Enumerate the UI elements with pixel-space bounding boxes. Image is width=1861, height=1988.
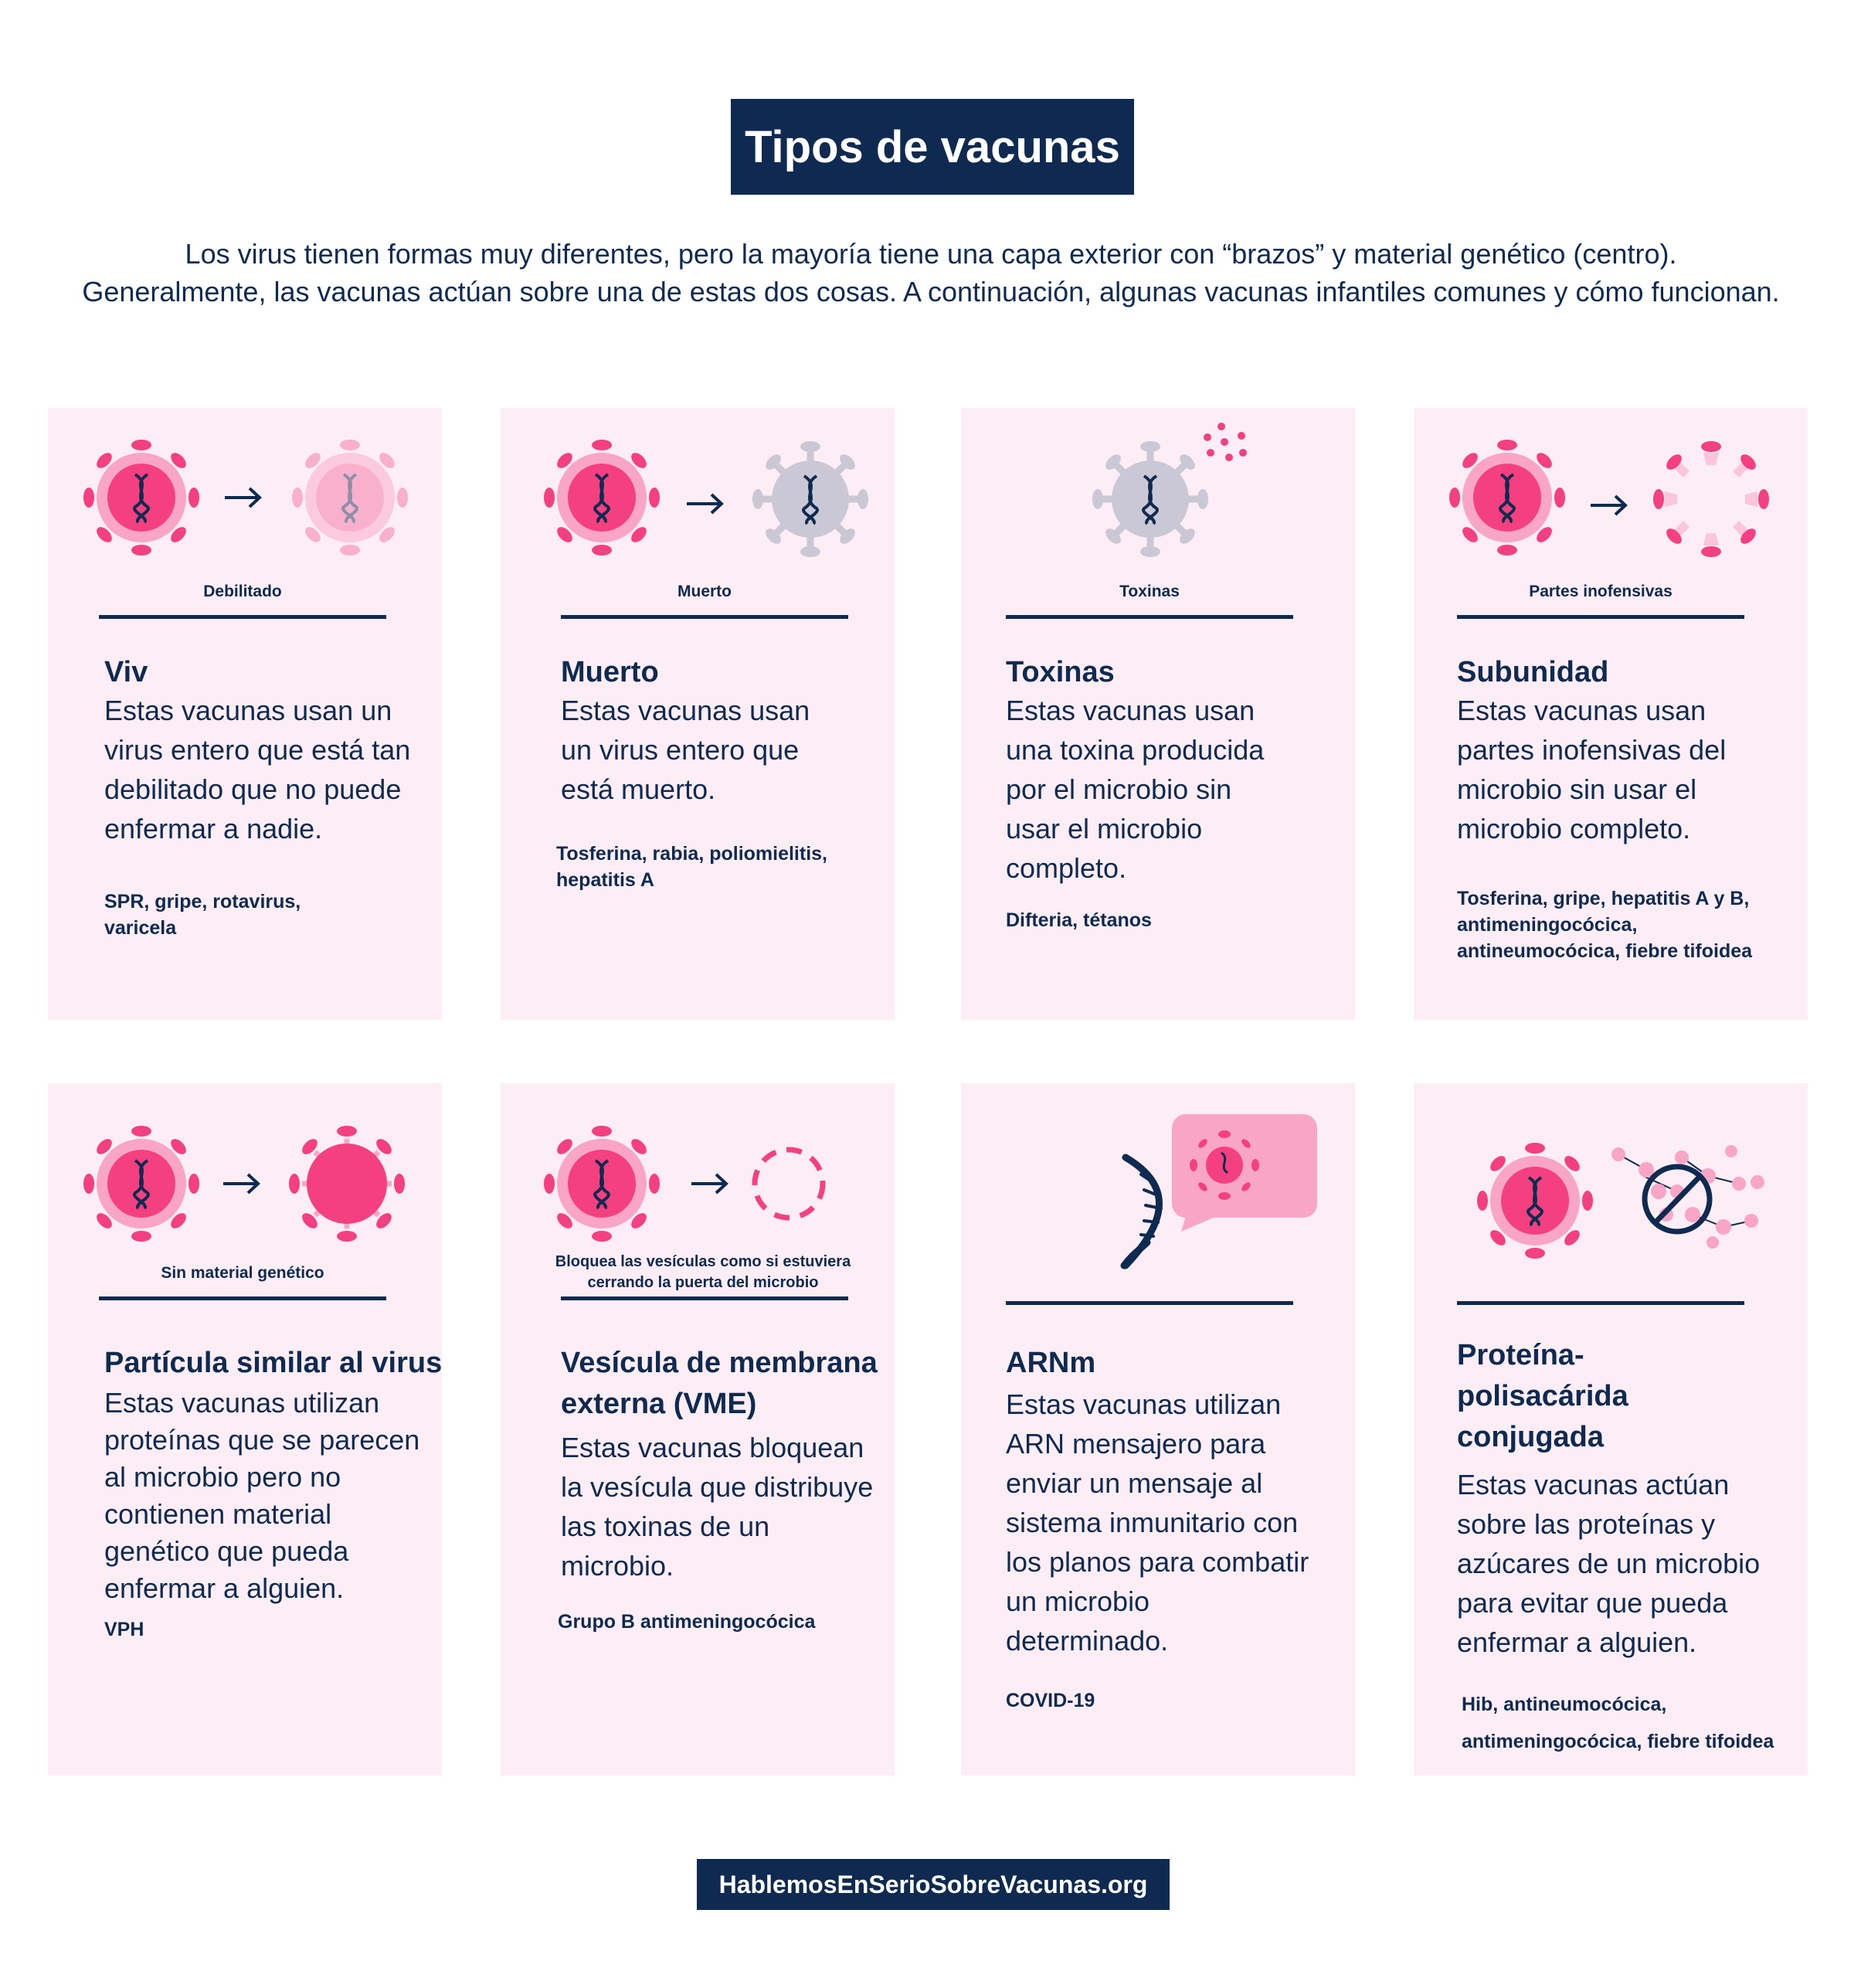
virus-icon bbox=[83, 440, 199, 556]
virus-icon bbox=[544, 1126, 660, 1242]
card-examples: Tosferina, gripe, hepatitis A y B, antimeningocócica, antineumocócica, fiebre tifoidea bbox=[1457, 888, 1753, 962]
virus-like-particle-illustration bbox=[48, 1083, 443, 1253]
card-title: Subunidad bbox=[1457, 656, 1609, 688]
divider bbox=[1457, 615, 1744, 619]
sugar-chain-icon bbox=[1611, 1145, 1764, 1249]
card-title: Vesícula de membrana externa (VME) bbox=[561, 1347, 878, 1420]
card-body: Estas vacunas usan un virus entero que está muerto. bbox=[561, 695, 810, 805]
arrow-right-icon bbox=[691, 1174, 726, 1193]
subunit-illustration bbox=[1414, 408, 1809, 578]
card-examples: SPR, gripe, rotavirus, varicela bbox=[104, 891, 301, 939]
card-vme bbox=[501, 1083, 895, 1776]
intro-line-1: Los virus tienen formas muy diferentes, pero la mayoría tiene una capa exterior con “brazos” y material genético (centro). bbox=[185, 238, 1677, 270]
intro-line-2: Generalmente, las vacunas actúan sobre una de estas dos cosas. A continuación, algunas vacunas infantiles comunes y cómo funcionan. bbox=[82, 276, 1780, 308]
card-caption: Toxinas bbox=[1119, 583, 1180, 600]
card-body: Estas vacunas usan un virus entero que está tan debilitado que no puede enfermar a nadie. bbox=[104, 695, 411, 844]
virus-icon bbox=[1092, 441, 1208, 557]
mrna-illustration bbox=[961, 1083, 1357, 1284]
card-caption: Sin material genético bbox=[161, 1264, 324, 1282]
virus-icon bbox=[1477, 1143, 1593, 1259]
toxin-illustration bbox=[961, 408, 1357, 578]
card-body: Estas vacunas usan una toxina producida por el microbio sin usar el microbio completo. bbox=[1006, 695, 1265, 884]
card-body: Estas vacunas utilizan ARN mensajero para enviar un mensaje al sistema inmunitario con los planos para combatir un microbio determinado. bbox=[1006, 1388, 1309, 1657]
card-caption: Muerto bbox=[677, 583, 732, 600]
virus-icon bbox=[752, 441, 868, 557]
divider bbox=[1006, 615, 1293, 619]
card-caption: Bloquea las vesículas como si estuviera cerrando la puerta del microbio bbox=[555, 1253, 851, 1291]
card-muerto bbox=[501, 408, 895, 1020]
toxin-dots-icon bbox=[1204, 423, 1247, 461]
arrow-right-icon bbox=[223, 1174, 258, 1193]
card-title: Proteína-polisacárida conjugada bbox=[1457, 1339, 1628, 1453]
intro-text bbox=[46, 235, 1815, 311]
virus-icon bbox=[289, 1126, 405, 1242]
card-body: Estas vacunas usan partes inofensivas del microbio sin usar el microbio completo. bbox=[1457, 695, 1727, 844]
vesicle-outline-icon bbox=[755, 1150, 823, 1218]
outer-membrane-vesicle-illustration bbox=[501, 1083, 896, 1253]
card-examples: Grupo B antimeningocócica bbox=[558, 1611, 816, 1633]
speech-bubble-icon bbox=[1172, 1114, 1317, 1232]
divider bbox=[561, 1296, 848, 1300]
card-examples: COVID-19 bbox=[1006, 1690, 1095, 1711]
virus-icon bbox=[544, 440, 660, 556]
card-caption: Partes inofensivas bbox=[1529, 583, 1673, 600]
card-particula bbox=[48, 1083, 442, 1776]
no-sign-icon bbox=[1645, 1167, 1710, 1232]
card-body: Estas vacunas utilizan proteínas que se parecen al microbio pero no contienen material genético que pueda enfermar a alguien. bbox=[104, 1387, 420, 1604]
virus-dead-illustration bbox=[501, 408, 896, 578]
card-arnm bbox=[961, 1083, 1355, 1776]
virus-spikes-only-icon bbox=[1653, 441, 1769, 557]
virus-icon bbox=[292, 440, 408, 556]
card-examples: Difteria, tétanos bbox=[1006, 909, 1152, 931]
card-conjugada bbox=[1414, 1083, 1808, 1776]
card-examples: Tosferina, rabia, poliomielitis, hepatitis A bbox=[556, 843, 828, 891]
virus-icon bbox=[83, 1126, 199, 1242]
divider bbox=[561, 615, 848, 619]
card-toxinas bbox=[961, 408, 1355, 1020]
card-body: Estas vacunas actúan sobre las proteínas y azúcares de un microbio para evitar que pueda enfermar a alguien. bbox=[1457, 1469, 1761, 1658]
card-title: Viv bbox=[104, 656, 148, 688]
page-title: Tipos de vacunas bbox=[731, 99, 1134, 195]
card-title: Toxinas bbox=[1006, 656, 1115, 688]
conjugate-illustration bbox=[1414, 1083, 1809, 1284]
card-vivo bbox=[48, 408, 442, 1020]
card-subunidad bbox=[1414, 408, 1808, 1020]
card-examples: Hib, antineumocócica, antimeningocócica, fiebre tifoidea bbox=[1462, 1694, 1774, 1752]
arrow-right-icon bbox=[687, 494, 722, 513]
card-title: Muerto bbox=[561, 656, 659, 688]
divider bbox=[1457, 1301, 1744, 1305]
card-body: Estas vacunas bloquean la vesícula que distribuye las toxinas de un microbio. bbox=[561, 1432, 874, 1582]
card-title: Partícula similar al virus bbox=[104, 1347, 443, 1379]
arrow-right-icon bbox=[1591, 496, 1625, 515]
virus-weakened-illustration bbox=[48, 408, 443, 578]
virus-icon bbox=[1449, 440, 1565, 556]
website-link[interactable]: HablemosEnSerioSobreVacunas.org bbox=[697, 1859, 1170, 1910]
divider bbox=[99, 615, 386, 619]
divider bbox=[1006, 1301, 1293, 1305]
arrow-right-icon bbox=[225, 488, 260, 507]
divider bbox=[99, 1296, 386, 1300]
card-title: ARNm bbox=[1006, 1347, 1096, 1379]
dna-icon bbox=[1124, 1157, 1161, 1266]
card-examples: VPH bbox=[104, 1619, 144, 1640]
card-caption: Debilitado bbox=[203, 583, 282, 600]
